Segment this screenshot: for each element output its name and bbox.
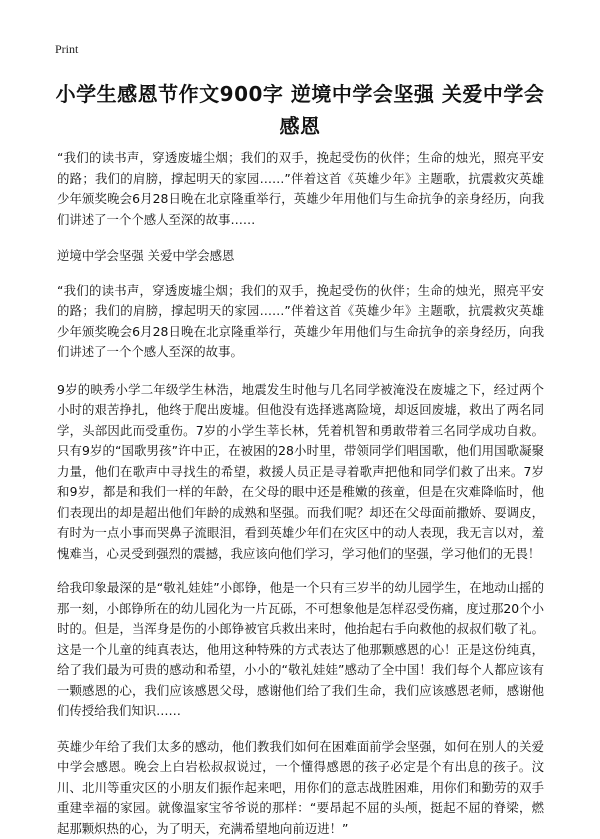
body-paragraph-4: 英雄少年给了我们太多的感动，他们教我们如何在困难面前学会坚强，如何在别人的关爱中学会感恩。晚会上白岩松叔叔说过，一个懂得感恩的孩子必定是个有出息的孩子。汶川、北川等重灾区的小朋友们振作起来吧，用你们的意志战胜困难，用你们和勤劳的双手重建幸福的家园。就像温家宝爷爷说的那样：“要昂起不屈的头颅，挺起不屈的脊梁，燃起那颗炽热的心，为了明天，充满希望地向前迈进！” — [57, 737, 544, 839]
print-link[interactable]: Print — [55, 42, 78, 57]
article-body — [57, 148, 544, 839]
article-title: 小学生感恩节作文900字 逆境中学会坚强 关爱中学会感恩 — [50, 78, 550, 142]
article-subtitle: 逆境中学会坚强 关爱中学会感恩 — [57, 246, 544, 267]
intro-paragraph: “我们的读书声，穿透废墟尘烟；我们的双手，挽起受伤的伙伴；生命的烛光，照亮平安的路；我们的肩膀，撑起明天的家园……”伴着这首《英雄少年》主题歌，抗震救灾英雄少年颁奖晚会6月28日晚在北京隆重举行，英雄少年用他们与生命抗争的亲身经历，向我们讲述了一个个感人至深的故事…… — [57, 148, 544, 230]
body-paragraph-1: “我们的读书声，穿透废墟尘烟；我们的双手，挽起受伤的伙伴；生命的烛光，照亮平安的路；我们的肩膀，撑起明天的家园……”伴着这首《英雄少年》主题歌，抗震救灾英雄少年颁奖晚会6月28日晚在北京隆重举行，英雄少年用他们与生命抗争的亲身经历，向我们讲述了一个个感人至深的故事。 — [57, 281, 544, 363]
body-paragraph-3: 给我印象最深的是“敬礼娃娃”小郎铮，他是一个只有三岁半的幼儿园学生，在地动山摇的那一刻，小郎铮所在的幼儿园化为一片瓦砾，不可想象他是怎样忍受伤痛，度过那20个小时的。但是，当浑身是伤的小郎铮被官兵救出来时，他抬起右手向救他的叔叔们敬了礼。这是一个儿童的纯真表达，他用这种特殊的方式表达了他那颗感恩的心！正是这份纯真，给了我们最为可贵的感动和希望，小小的“敬礼娃娃”感动了全中国！我们每个人都应该有一颗感恩的心，我们应该感恩父母，感谢他们给了我们生命，我们应该感恩老师，感谢他们传授给我们知识…… — [57, 578, 544, 722]
body-paragraph-2: 9岁的映秀小学二年级学生林浩，地震发生时他与几名同学被淹没在废墟之下，经过两个小时的艰苦挣扎，他终于爬出废墟。但他没有选择逃离险境，却返回废墟，救出了两名同学，头部因此而受重伤。7岁的小学生莘长林，凭着机智和勇敢带着三名同学成功自救。只有9岁的“国歌男孩”许中正，在被困的28小时里，带领同学们唱国歌，他们用国歌凝聚力量，他们在歌声中寻找生的希望，救援人员正是寻着歌声把他和同学们救了出来。7岁和9岁，都是和我们一样的年龄，在父母的眼中还是稚嫩的孩童，但是在灾难降临时，他们表现出的却是超出他们年龄的成熟和坚强。而我们呢？却还在父母面前撒娇、耍调皮，有时为一点小事而哭鼻子流眼泪，看到英雄少年们在灾区中的动人表现，我无言以对，羞愧难当，心灵受到强烈的震撼，我应该向他们学习，学习他们的坚强，学习他们的无畏！ — [57, 380, 544, 565]
